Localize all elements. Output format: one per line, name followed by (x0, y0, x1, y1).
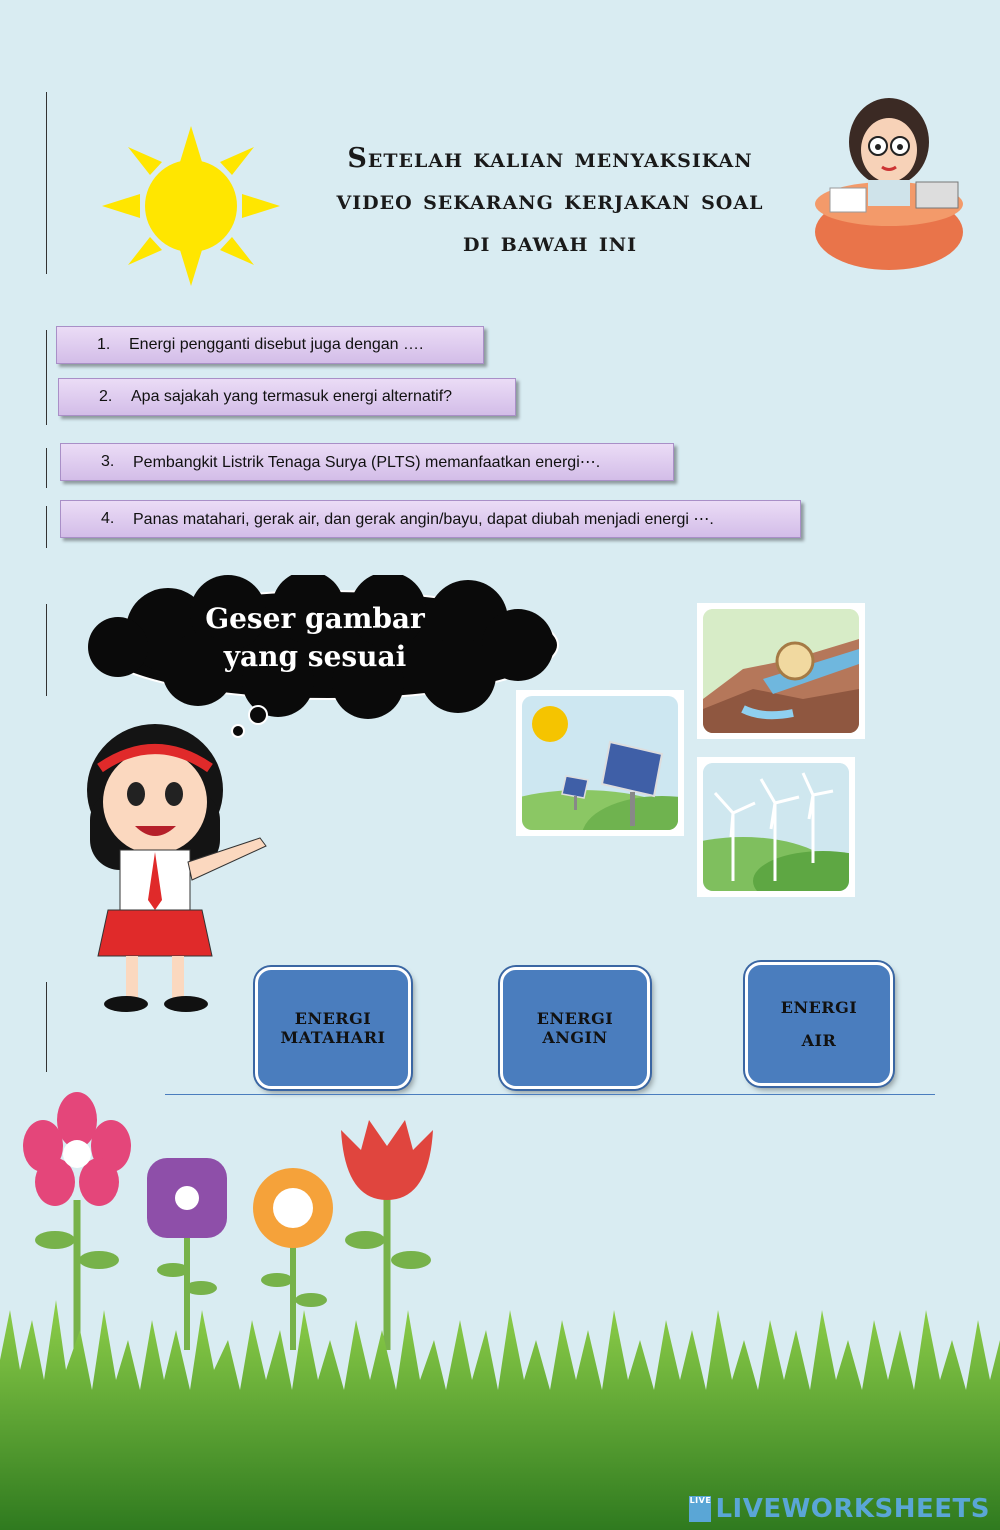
margin-line (46, 448, 47, 488)
drop-target-energi-matahari[interactable]: ENERGI MATAHARI (255, 967, 411, 1089)
draggable-water-picture[interactable] (697, 603, 865, 739)
draggable-solar-picture[interactable] (516, 690, 684, 836)
solar-panel-icon (522, 696, 678, 830)
margin-line (46, 330, 47, 425)
question-2: 2. Apa sajakah yang termasuk energi alternatif? (58, 378, 516, 416)
liveworksheets-logo: LIVE LIVEWORKSHEETS (689, 1494, 990, 1524)
drop-target-energi-air[interactable]: ENERGI AIR (745, 962, 893, 1086)
page-title: Setelah kalian menyaksikan video sekarang kerjakan soal di bawah ini (336, 143, 764, 258)
margin-line (46, 982, 47, 1072)
speech-text: Geser gambar yang sesuai (205, 602, 425, 673)
margin-line (46, 604, 47, 696)
draggable-wind-picture[interactable] (697, 757, 855, 897)
girl-illustration (80, 720, 280, 1020)
margin-line (46, 506, 47, 548)
question-1: 1. Energi pengganti disebut juga dengan …. (56, 326, 484, 364)
wind-turbine-icon (703, 763, 849, 891)
sun-icon (98, 122, 284, 290)
water-mill-icon (703, 609, 859, 733)
drop-target-energi-angin[interactable]: ENERGI ANGIN (500, 967, 650, 1089)
margin-line (46, 92, 47, 274)
question-4: 4. Panas matahari, gerak air, dan gerak angin/bayu, dapat diubah menjadi energi ⋯. (60, 500, 801, 538)
question-3: 3. Pembangkit Listrik Tenaga Surya (PLTS) memanfaatkan energi⋯. (60, 443, 674, 481)
teacher-illustration (808, 92, 970, 276)
